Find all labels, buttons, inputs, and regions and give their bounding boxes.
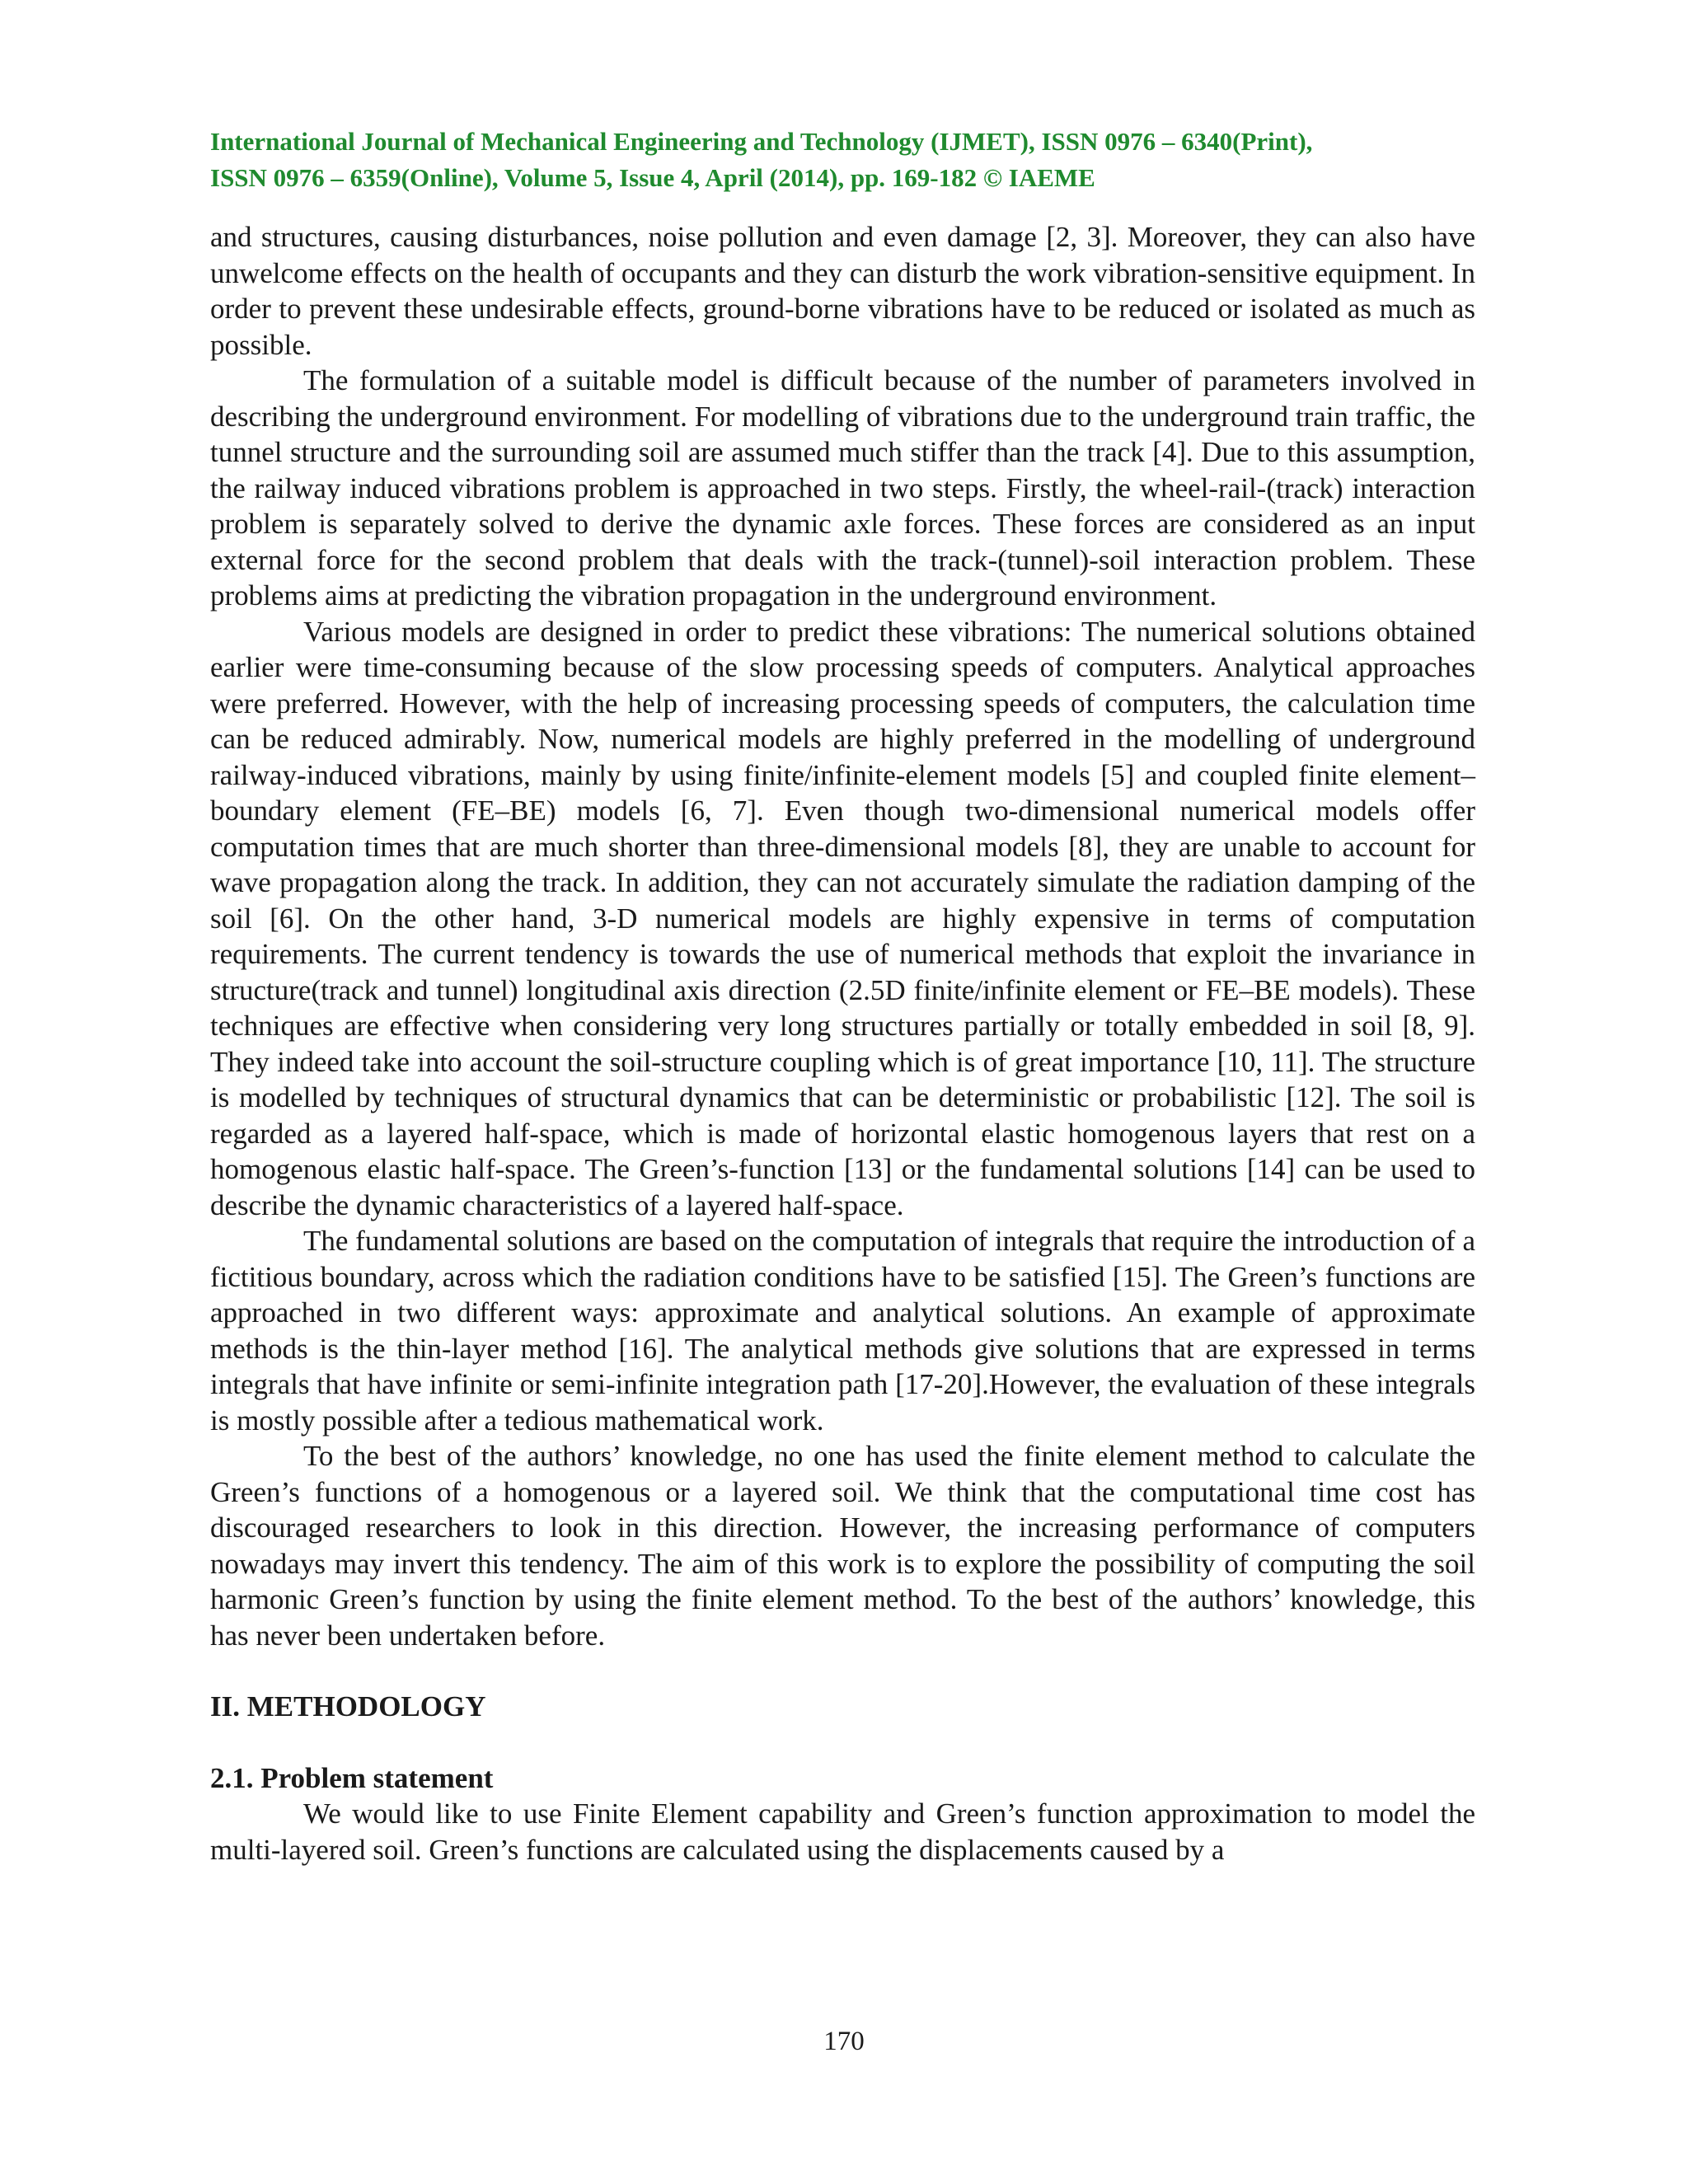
body-text: [210, 219, 1475, 1868]
page-content: [210, 124, 1475, 1868]
paragraph-continuation: and structures, causing disturbances, noise pollution and even damage [2, 3]. Moreover, they can also have unwelcome effects on the health of occupants and they can disturb the work vibration-sensitive equipment. In order to prevent these undesirable effects, ground-borne vibrations have to be reduced or isolated as much as possible.: [210, 221, 1476, 361]
subsection-heading-problem-statement: 2.1. Problem statement: [210, 1761, 494, 1794]
journal-header-line-1: International Journal of Mechanical Engineering and Technology (IJMET), ISSN 0976 – 6340(Print),: [210, 127, 1313, 156]
journal-header-line-2: ISSN 0976 – 6359(Online), Volume 5, Issue 4, April (2014), pp. 169-182 © IAEME: [210, 163, 1095, 192]
journal-header: [210, 124, 1475, 196]
section-heading-methodology: II. METHODOLOGY: [210, 1690, 486, 1722]
page-number: 170: [823, 2027, 865, 2056]
paragraph-work-aim: To the best of the authors’ knowledge, no one has used the finite element method to calculate the Green’s functions of a homogenous or a layered soil. We think that the computational time cost has discouraged researchers to look in this direction. However, the increasing performance of computers nowadays may invert this tendency. The aim of this work is to explore the possibility of computing the soil harmonic Green’s function by using the finite element method. To the best of the authors’ knowledge, this has never been undertaken before.: [210, 1440, 1475, 1652]
paragraph-prediction-models: Various models are designed in order to predict these vibrations: The numerical solutions obtained earlier were time-consuming because of the slow processing speeds of computers. Analytical approaches were preferred. However, with the help of increasing processing speeds of computers, the calculation time can be reduced admirably. Now, numerical models are highly preferred in the modelling of underground railway-induced vibrations, mainly by using finite/infinite-element models [5] and coupled finite element–boundary element (FE–BE) models [6, 7]. Even though two-dimensional numerical models offer computation times that are much shorter than three-dimensional models [8], they are unable to account for wave propagation along the track. In addition, they can not accurately simulate the radiation damping of the soil [6]. On the other hand, 3-D numerical models are highly expensive in terms of computation requirements. The current tendency is towards the use of numerical methods that exploit the invariance in structure(track and tunnel) longitudinal axis direction (2.5D finite/infinite element or FE–BE models). These techniques are effective when considering very long structures partially or totally embedded in soil [8, 9]. They indeed take into account the soil-structure coupling which is of great importance [10, 11]. The structure is modelled by techniques of structural dynamics that can be deterministic or probabilistic [12]. The soil is regarded as a layered half-space, which is made of horizontal elastic homogenous layers that rest on a homogenous elastic half-space. The Green’s-function [13] or the fundamental solutions [14] can be used to describe the dynamic characteristics of a layered half-space.: [210, 615, 1475, 1221]
paragraph-problem-statement: We would like to use Finite Element capability and Green’s function approximation to model the multi-layered soil. Green’s functions are calculated using the displacements caused by a: [210, 1797, 1475, 1866]
paragraph-model-formulation: The formulation of a suitable model is difficult because of the number of parameters involved in describing the underground environment. For modelling of vibrations due to the underground train traffic, the tunnel structure and the surrounding soil are assumed much stiffer than the track [4]. Due to this assumption, the railway induced vibrations problem is approached in two steps. Firstly, the wheel-rail-(track) interaction problem is separately solved to derive the dynamic axle forces. These forces are considered as an input external force for the second problem that deals with the track-(tunnel)-soil interaction problem. These problems aims at predicting the vibration propagation in the underground environment.: [210, 364, 1475, 612]
paragraph-fundamental-solutions: The fundamental solutions are based on the computation of integrals that require the introduction of a fictitious boundary, across which the radiation conditions have to be satisfied [15]. The Green’s functions are approached in two different ways: approximate and analytical solutions. An example of approximate methods is the thin-layer method [16]. The analytical methods give solutions that are expressed in terms integrals that have infinite or semi-infinite integration path [17-20].However, the evaluation of these integrals is mostly possible after a tedious mathematical work.: [210, 1225, 1475, 1436]
